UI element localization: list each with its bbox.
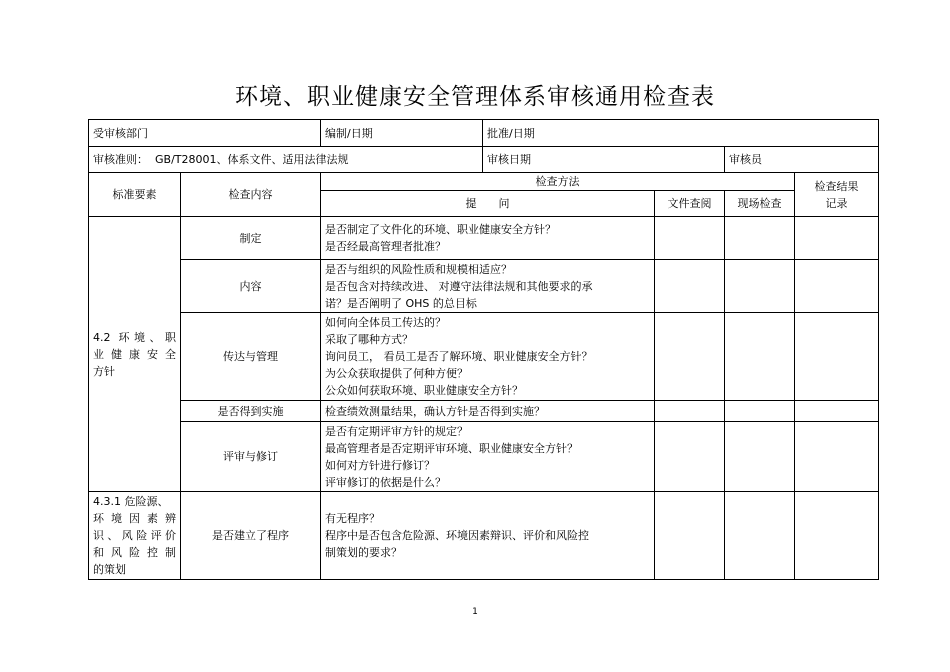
questions-cell [321, 217, 655, 260]
element-line: 业 健 康 安 全 [93, 347, 176, 361]
element-cell [89, 492, 181, 580]
doc-review-cell[interactable] [655, 313, 725, 401]
question-line: 是否经最高管理者批准？ [325, 240, 446, 253]
doc-review-cell[interactable] [655, 401, 725, 422]
question-line: 程序中是否包含危险源、环境因素辩识、评价和风险控 [325, 529, 589, 542]
question-line: 是否与组织的风险性质和规模相适应？ [325, 262, 512, 276]
questions-cell [321, 313, 655, 401]
doc-review-cell[interactable] [655, 217, 725, 260]
question-line: 制策划的要求？ [325, 546, 402, 559]
document-title: 环境、职业健康安全管理体系审核通用检查表 [235, 84, 715, 110]
question-line: 是否包含对持续改进、 对遵守法律法规和其他要求的承 [325, 279, 593, 293]
content-cell: 评审与修订 [181, 422, 321, 492]
site-check-cell[interactable] [725, 217, 795, 260]
audit-criteria-value: GB/T28001、体系文件、适用法律法规 [155, 153, 349, 166]
doc-review-cell[interactable] [655, 422, 725, 492]
col-result-header [795, 173, 879, 217]
result-cell[interactable] [795, 492, 879, 580]
question-line: 是否有定期评审方针的规定？ [325, 424, 468, 438]
content-cell: 制定 [181, 217, 321, 260]
question-line: 询问员工， 看员工是否了解环境、职业健康安全方针？ [325, 350, 593, 363]
result-cell[interactable] [795, 422, 879, 492]
question-line: 是否制定了文件化的环境、职业健康安全方针？ [325, 223, 556, 236]
question-line: 为公众获取提供了何种方便？ [325, 367, 468, 380]
question-line: 有无程序？ [325, 512, 380, 525]
doc-review-cell[interactable] [655, 492, 725, 580]
questions-cell [321, 401, 655, 422]
element-line: 环 境 因 素 辨 [93, 512, 176, 525]
table-row [89, 401, 879, 422]
question-line: 采取了哪种方式？ [325, 333, 413, 346]
question-line: 诺？是否阐明了 OHS 的总目标 [325, 296, 477, 310]
col-method-header: 检查方法 [321, 173, 795, 191]
audit-date-field[interactable]: 审核日期 [483, 147, 725, 173]
table-row [89, 217, 879, 260]
table-row [89, 313, 879, 401]
auditor-field[interactable]: 审核员 [725, 147, 879, 173]
col-ask-header: 提 问 [321, 191, 655, 217]
site-check-cell[interactable] [725, 422, 795, 492]
prepared-date-field[interactable]: 编制/日期 [321, 120, 483, 147]
content-cell: 是否建立了程序 [181, 492, 321, 580]
result-cell[interactable] [795, 313, 879, 401]
question-line: 评审修订的依据是什么？ [325, 475, 446, 489]
col-result-line1: 检查结果 [814, 179, 859, 193]
element-line: 和 风 险 控 制 [93, 546, 176, 559]
site-check-cell[interactable] [725, 260, 795, 313]
element-line: 的策划 [93, 563, 126, 576]
element-line: 4.3.1 危险源、 [93, 495, 169, 508]
questions-cell [321, 260, 655, 313]
approved-date-field[interactable]: 批准/日期 [483, 120, 879, 147]
question-line: 检查绩效测量结果，确认方针是否得到实施？ [325, 404, 545, 418]
checklist-table [88, 119, 879, 580]
question-line: 如何向全体员工传达的？ [325, 316, 446, 329]
col-content-header: 检查内容 [181, 173, 321, 217]
site-check-cell[interactable] [725, 401, 795, 422]
col-element-header: 标准要素 [89, 173, 181, 217]
result-cell[interactable] [795, 217, 879, 260]
site-check-cell[interactable] [725, 492, 795, 580]
result-cell[interactable] [795, 260, 879, 313]
content-cell: 是否得到实施 [181, 401, 321, 422]
doc-review-cell[interactable] [655, 260, 725, 313]
question-line: 公众如何获取环境、职业健康安全方针？ [325, 384, 523, 397]
element-cell [89, 217, 181, 492]
col-doc-review-header: 文件查阅 [655, 191, 725, 217]
audit-criteria-label: 审核准则： [93, 153, 148, 166]
table-row [89, 422, 879, 492]
question-line: 如何对方针进行修订？ [325, 458, 435, 472]
audit-criteria-field[interactable] [89, 147, 483, 173]
col-result-line2: 记录 [825, 196, 848, 210]
element-line: 识、风险评价 [93, 529, 176, 542]
content-cell: 传达与管理 [181, 313, 321, 401]
element-line: 4.2 环境、职 [93, 330, 176, 344]
column-header-row-1 [89, 173, 879, 191]
table-row [89, 492, 879, 580]
header-row-2 [89, 147, 879, 173]
element-line: 方针 [93, 364, 115, 378]
page-number: 1 [472, 607, 478, 617]
site-check-cell[interactable] [725, 313, 795, 401]
questions-cell [321, 492, 655, 580]
col-site-check-header: 现场检查 [725, 191, 795, 217]
content-cell: 内容 [181, 260, 321, 313]
header-row-1 [89, 120, 879, 147]
question-line: 最高管理者是否定期评审环境、职业健康安全方针？ [325, 441, 578, 455]
result-cell[interactable] [795, 401, 879, 422]
table-row [89, 260, 879, 313]
audited-department-field[interactable]: 受审核部门 [89, 120, 321, 147]
questions-cell [321, 422, 655, 492]
